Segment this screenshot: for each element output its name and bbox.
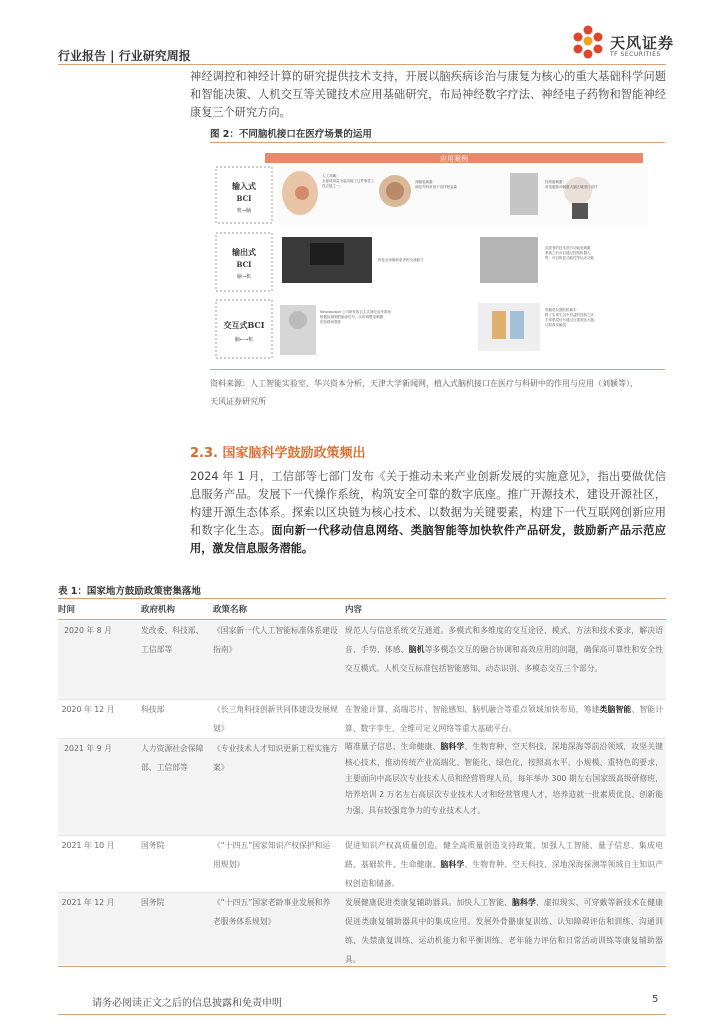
row-arrow: 机→脑 — [236, 208, 252, 214]
figure-bottom-rule — [210, 369, 665, 370]
cell-policy: 《长三角科技创新共同体建设发展规划》 — [213, 705, 338, 733]
row-sub: BCI — [236, 194, 252, 203]
table-row — [58, 893, 666, 965]
cell-time: 2020 年 12 月 — [61, 705, 115, 714]
row-arrow: 脑→机 — [236, 274, 252, 280]
cell-content: 发展健康促进类康复辅助器具。加快人工智能、脑科学、虚拟现实、可穿戴等新技术在健康促进类康复辅助器具中的集成应用。发展外骨骼康复训练、认知障碍评估和训练、沟通训练、失禁康复训练、运动机能力和平衡训练、老年能力评估和日常活动训练等康复辅助器具。 — [345, 898, 664, 964]
page-number: 5 — [652, 994, 659, 1005]
table-header-content: 内容 — [345, 605, 363, 615]
bci-application-figure — [210, 145, 665, 367]
row-label: 输出式 — [232, 247, 256, 257]
figure-source-line2: 天风证券研究所 — [210, 397, 266, 406]
table-caption: 表 1：国家地方鼓励政策密集落地 — [58, 586, 201, 597]
intro-paragraph: 神经调控和神经计算的研究提供技术支持，开展以脑疾病诊治与康复为核心的重大基础科学问题和智能决策、人机交互等关键技术应用基础研究，布局神经数字疗法、神经电子药物和智能神经康复三个研究方向。 — [190, 70, 666, 119]
footer-rule — [58, 1014, 666, 1015]
logo-text: 天风证券 — [610, 34, 675, 52]
table-header-rule — [58, 619, 666, 620]
table-header-org: 政府机构 — [141, 605, 176, 615]
section-title: 2.3. 国家脑科学鼓励政策频出 — [190, 446, 366, 461]
table-row — [58, 739, 666, 835]
table-header-time: 时间 — [58, 605, 76, 615]
cell-policy: 《国家新一代人工智能标准体系建设指南》 — [213, 626, 338, 654]
cell-org: 人力资源社会保障部、工信部等 — [141, 744, 204, 772]
table-row — [58, 700, 666, 738]
cell-content: 在智能计算、高端芯片、智能感知、脑机融合等重点领域加快布局，筹建类脑智能、智能计算、数字孪生、全维可定义网络等重大基础平台。 — [345, 705, 664, 733]
cell-content: 促进知识产权高质量创造。健全高质量创造支持政策，加强人工智能、量子信息、集成电路、基础软件、生命健康、脑科学、生物育种、空天科技、深地深海探测等领域自主知识产权创造和储备。 — [345, 841, 664, 888]
cell-time: 2021 年 9 月 — [64, 744, 112, 753]
cell-policy: 《专业技术人才知识更新工程实施方案》 — [213, 744, 338, 772]
row-label: 输入式 — [232, 181, 256, 191]
figure-source-line1: 资料来源：人工智能实验室、华兴资本分析，天津大学新闻网，植入式脑机接口在医疗与科研中的作用与应用（刘颖等）， — [210, 379, 638, 388]
cell-time: 2021 年 12 月 — [61, 898, 115, 907]
figure-top-rule — [210, 142, 665, 143]
row-sub: BCI — [236, 260, 252, 269]
tf-logo-icon — [570, 24, 606, 62]
figure-source — [210, 375, 680, 411]
output-caption-1: 恢复全身瘫痪患者的交流能力 — [378, 258, 424, 262]
logo-english: TF SECURITIES — [610, 51, 661, 58]
table-header-policy: 政策名称 — [213, 605, 248, 615]
figure-banner: 应用案例 — [440, 155, 468, 163]
cell-time: 2020 年 8 月 — [64, 626, 112, 635]
table-top-rule — [58, 598, 666, 599]
cell-policy: 《“十四五”国家老龄事业发展和养老服务体系规划》 — [213, 898, 331, 926]
output-caption-2: 对患者的技术进行功能电刺激系统之后可以通过控制机器人等，可以恢复功能性等运动功能 — [545, 246, 594, 260]
cell-org: 国务院 — [141, 898, 165, 907]
table-bottom-rule — [58, 966, 666, 967]
cell-org: 科技部 — [141, 705, 165, 714]
policy-text-bold: 面向新一代移动信息网络、类脑智能等加快软件产品研发，鼓励新产品示范应用，激发信息服务潜能。 — [190, 524, 666, 555]
figure-caption: 图 2：不同脑机接口在医疗场景的运用 — [210, 129, 372, 140]
input-caption-2: 深脑电刺激：神经外科常用于治疗帕金森 — [415, 180, 457, 189]
row-label: 交互式BCI — [223, 320, 265, 330]
interactive-caption-1: Neuroscape 公司研发的自主式神经治疗系统：根据检测到的脑部信号，实时调整电刺激的参数和强度 — [320, 310, 395, 324]
cell-org: 发改委、科技部、工信部等 — [141, 626, 204, 654]
input-caption-3: 经颅磁刺激：用电磁脉冲刺激大脑区域进行治疗 — [545, 180, 598, 189]
cell-time: 2021 年 10 月 — [61, 841, 115, 850]
footer-disclaimer: 请务必阅读正文之后的信息披露和免责申明 — [92, 998, 282, 1009]
cell-content: 规范人与信息系统交互通道。多模式和多维度的交互途径、模式、方法和技术要求，解决语音、手势、体感、脑机等多模态交互的融合协调和高效应用的问题，确保高可靠性和安全性交互模式。人机交互标准包括智能感知、动态识别、多模态交互三个部分。 — [345, 626, 664, 673]
cell-content: 瞄准量子信息、生命健康、脑科学、生物育种、空天科技、深地深海等前沿领域，攻坚关键核心技术，推动传统产业高端化、智能化、绿色化，按照高水平、小规模、重特色的要求，主要面向中高层次专业技术人员和经营管理人员，每年举办 300 期左右国家级高级研修班，培养培训 2 万名左右高层次专业技术人才和经营管理人才，培养造就一批素质优良、创新能力强、具有较强竞争力的专业技术人才。 — [345, 742, 664, 815]
interactive-caption-2: 带触觉反馈的机械手：除了实现生活中有益的控制之外，手部感觉信号通过反馈到达大脑，还原真实触觉 — [545, 308, 598, 327]
table-row — [58, 621, 666, 699]
row-arrow: 脑←→机 — [234, 337, 254, 343]
report-header-title: 行业报告 | 行业研究周报 — [58, 49, 191, 63]
header-divider — [58, 64, 666, 65]
policy-text: 2024 年 1 月，工信部等七部门发布《关于推动未来产业创新发展的实施意见》，指出要做优信息服务产品。发展下一代操作系统，构筑安全可靠的数字底座。推广开源技术，建设开源社区，构建开源生态体系。探索以区块链为核心技术、以数据为关键要素，构建下一代互联网创新应用和数字化生态。 — [190, 470, 666, 537]
cell-org: 国务院 — [141, 841, 165, 850]
policy-paragraph — [190, 468, 666, 558]
table-row — [58, 836, 666, 892]
cell-policy: 《“十四五”国家知识产权保护和运用规划》 — [213, 841, 331, 869]
row-input-bci — [216, 167, 648, 225]
input-caption-1: 人工耳蜗：全部或用量为起功能了这件事性工性点展之一。 — [322, 174, 375, 188]
